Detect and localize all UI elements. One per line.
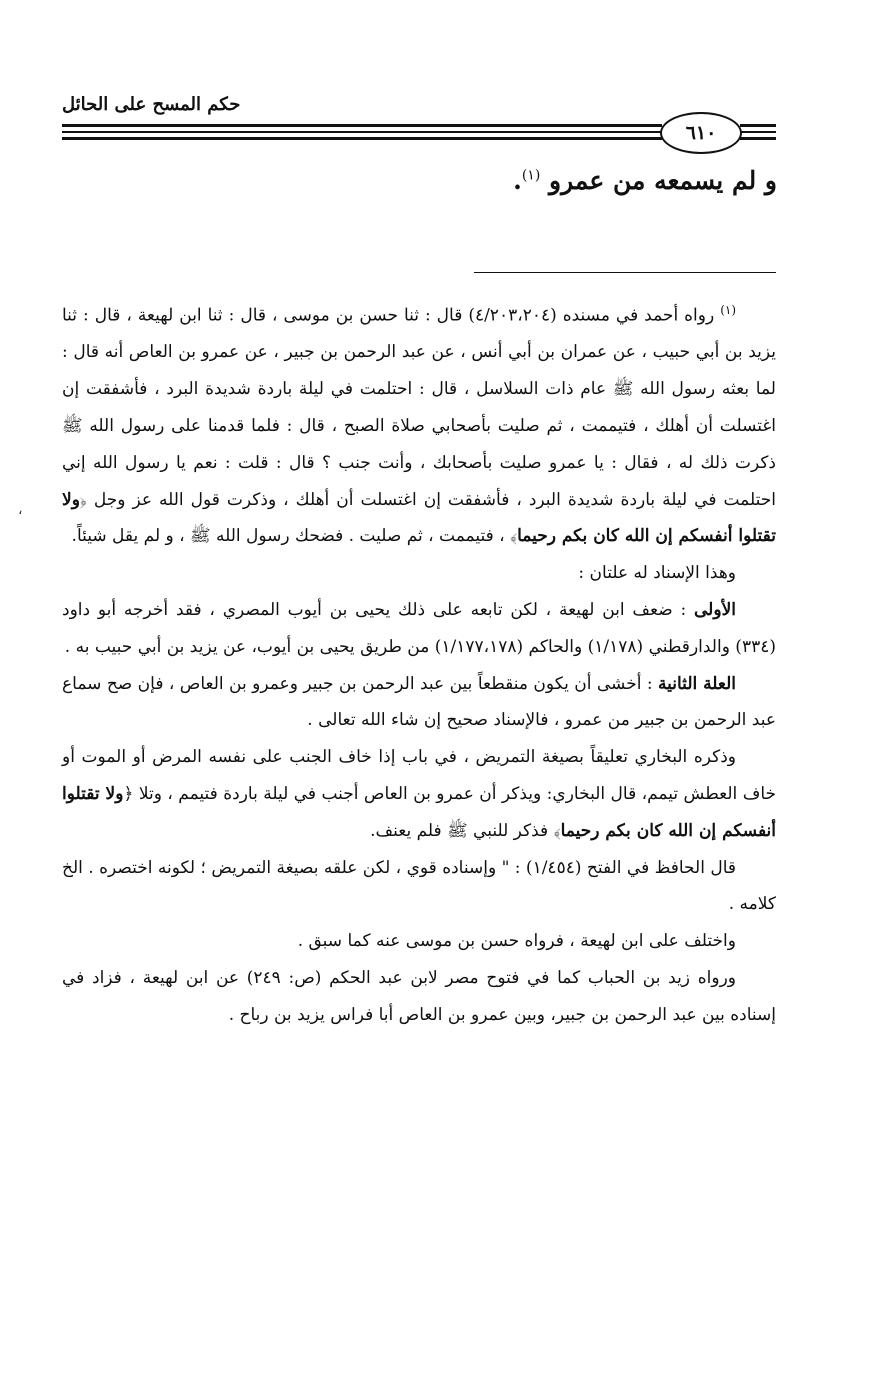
header-rule xyxy=(62,131,662,133)
footnote-paragraph: وهذا الإسناد له علتان : xyxy=(578,563,736,584)
footnote-paragraph xyxy=(62,666,776,740)
footnote-text: ﴾ فذكر للنبي ﷺ فلم يعنف. xyxy=(370,820,561,841)
main-text-end: . xyxy=(513,166,522,195)
footnote-paragraph xyxy=(62,592,776,666)
footnote-text: : أخشى أن يكون منقطعاً بين عبد الرحمن بن جبير وعمرو بن العاص ، فإن صح سماع عبد الرحمن بن جبير من عمرو ، فالإسناد صحيح إن شاء الله تعالى . xyxy=(62,673,776,731)
main-text-line xyxy=(513,166,777,195)
paragraph-label: الأولى xyxy=(694,600,736,621)
running-title: حكم المسح على الحائل xyxy=(62,94,241,115)
footnote-separator xyxy=(474,272,776,273)
header-rule xyxy=(62,124,662,127)
quran-quote: ولا تقتلوا أنفسكم إن الله كان بكم رحيما xyxy=(62,489,776,547)
footnote-text: : ضعف ابن لهيعة ، لكن تابعه على ذلك يحيى بن أيوب المصري ، فقد أخرجه أبو داود (٣٣٤) والدارقطني (١/١٧٨) والحاكم (١/١٧٧،١٧٨) من طريق يحيى بن أيوب، عن يزيد بن أبي حبيب به . xyxy=(62,600,776,657)
footnote-marker: (١) xyxy=(720,303,737,317)
header-rule xyxy=(740,137,776,140)
footnote-paragraph xyxy=(62,739,776,849)
page-number: ٦١٠ xyxy=(660,112,742,154)
header-rule xyxy=(740,124,776,127)
margin-mark: ، xyxy=(18,502,23,518)
footnote-text: رواه أحمد في مسنده (٤/٢٠٣،٢٠٤) قال : ثنا حسن بن موسى ، قال : ثنا ابن لهيعة ، قال : ثنا يزيد بن أبي حبيب ، عن عمران بن أبي أنس ، عن عبد الرحمن بن جبير ، عن عمرو بن العاص أنه قال : لما بعثه رسول الله ﷺ عام ذات السلاسل ، قال : احتلمت في ليلة باردة شديدة البرد ، فأشفقت إن اغتسلت أن أهلك ، فتيممت ، ثم صليت بأصحابي صلاة الصبح ، قال : فلما قدمنا على رسول الله ﷺ ذكرت ذلك له ، فقال : يا عمرو صليت بأصحابك ، وأنت جنب ؟ قال : قلت : نعم يا رسول الله إني احتلمت في ليلة باردة شديدة البرد ، فأشفقت إن اغتسلت أن أهلك ، وذكرت قول الله عز وجل ﴿ xyxy=(62,305,776,510)
footnote-reference: (١) xyxy=(521,167,541,184)
header-rule xyxy=(62,137,662,140)
footnote-block xyxy=(62,292,776,1034)
quran-quote: ولا تقتلوا أنفسكم إن الله كان بكم رحيما xyxy=(62,784,776,841)
footnote-text: ﴾ ، فتيممت ، ثم صليت . فضحك رسول الله ﷺ ، و لم يقل شيئاً. xyxy=(71,526,518,547)
paragraph-label: العلة الثانية xyxy=(658,673,737,694)
footnote-paragraph xyxy=(62,292,776,555)
footnote-text: وذكره البخاري تعليقاً بصيغة التمريض ، في باب إذا خاف الجنب على نفسه المرض أو الموت أو خاف العطش تيمم، قال البخاري: ويذكر أن عمرو بن العاص أجنب في ليلة باردة فتيمم ، وتلا ﴿ xyxy=(62,747,777,805)
footnote-paragraph: واختلف على ابن لهيعة ، فرواه حسن بن موسى عنه كما سبق . xyxy=(297,931,736,952)
header-rule xyxy=(740,131,776,133)
footnote-paragraph: قال الحافظ في الفتح (١/٤٥٤) : " وإسناده قوي ، لكن علقه بصيغة التمريض ؛ لكونه اختصره . الخ كلامه . xyxy=(62,857,776,915)
main-text: و لم يسمعه من عمرو xyxy=(549,166,777,195)
footnote-paragraph: ورواه زيد بن الحباب كما في فتوح مصر لابن عبد الحكم (ص: ٢٤٩) عن ابن لهيعة ، فزاد في إسناده بين عبد الرحمن بن جبير، وبين عمرو بن العاص أبا فراس يزيد بن رباح . xyxy=(62,968,776,1025)
